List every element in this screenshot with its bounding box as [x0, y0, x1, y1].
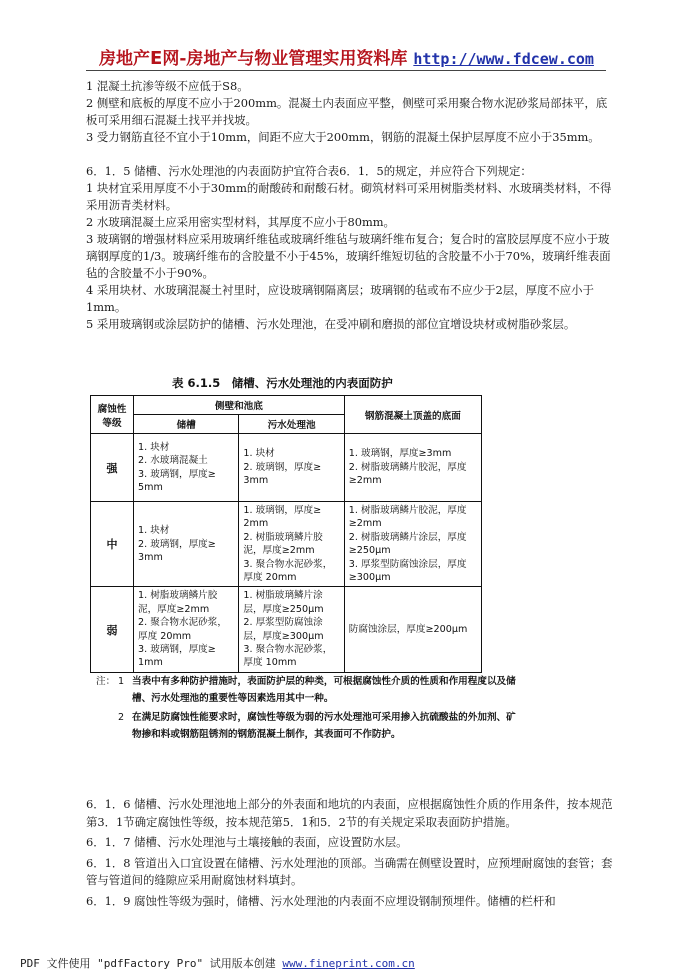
- cover-cell: 1. 玻璃钢，厚度≥3mm 2. 树脂玻璃鳞片胶泥，厚度 ≥2mm: [344, 434, 481, 502]
- footer-link[interactable]: www.fineprint.com.cn: [282, 957, 415, 970]
- intro-item: 3 受力钢筋直径不宜小于10mm，间距不应大于200mm，钢筋的混凝土保护层厚度不应小于35mm。: [86, 130, 600, 144]
- note-text: 在满足防腐蚀性能要求时，腐蚀性等级为弱的污水处理池可采用掺入抗硫酸盐的外加剂、矿物掺和料或钢筋阻锈剂的钢筋混凝土制作，其表面可不作防护。: [132, 712, 516, 740]
- section-paragraph: 6．1．6 储槽、污水处理池地上部分的外表面和地坑的内表面，应根据腐蚀性介质的作用条件，按本规范第3．1节确定腐蚀性等级，按本规范第5．1和5．2节的有关规定采取表面防护措施。: [86, 797, 613, 829]
- intro-item: 2 侧壁和底板的厚度不应小于200mm。混凝土内表面应平整，侧壁可采用聚合物水泥砂浆局部抹平，底板可采用细石混凝土找平并找坡。: [86, 96, 608, 127]
- tank-cell: 1. 树脂玻璃鳞片胶 泥，厚度≥2mm 2. 聚合物水泥砂浆， 厚度 20mm 3. 玻璃钢，厚度≥ 1mm: [134, 587, 239, 672]
- section-paragraph: 6．1．9 腐蚀性等级为强时，储槽、污水处理池的内表面不应埋设钢制预埋件。储槽的栏杆和: [86, 893, 556, 908]
- brand-prefix: 房地产: [99, 49, 151, 69]
- level-cell: 强: [91, 434, 134, 502]
- site-url-link[interactable]: http://www.fdcew.com: [413, 50, 594, 68]
- pool-cell: 1. 块材 2. 玻璃钢，厚度≥ 3mm: [239, 434, 344, 502]
- header-corrosion-level: 腐蚀性 等级: [91, 396, 134, 434]
- pool-cell: 1. 玻璃钢，厚度≥ 2mm 2. 树脂玻璃鳞片胶 泥，厚度≥2mm 3. 聚合物水泥砂浆， 厚度 20mm: [239, 502, 344, 587]
- header-cover: 钢筋混凝土顶盖的底面: [344, 396, 481, 434]
- section-lead: 6．1．5 储槽、污水处理池的内表面防护宜符合表6．1．5的规定，并应符合下列规定：: [86, 164, 532, 178]
- section-paragraph: 6．1．8 管道出入口宜设置在储槽、污水处理池的顶部。当确需在侧壁设置时，应预埋耐腐蚀的套管；套管与管道间的缝隙应采用耐腐蚀材料填封。: [86, 855, 613, 888]
- cover-cell: 1. 树脂玻璃鳞片胶泥，厚度 ≥2mm 2. 树脂玻璃鳞片涂层，厚度 ≥250μm 3. 厚浆型防腐蚀涂层，厚度 ≥300μm: [344, 502, 481, 587]
- tank-cell: 1. 块材 2. 玻璃钢，厚度≥ 3mm: [134, 502, 239, 587]
- table-header-row: [91, 396, 482, 415]
- site-header: [0, 44, 693, 69]
- section-after: [86, 796, 614, 911]
- table-row: [91, 587, 482, 672]
- intro-items: [86, 78, 614, 146]
- section-item: 1 块材宜采用厚度不小于30mm的耐酸砖和耐酸石材。砌筑材料可采用树脂类材料、水玻璃类材料，不得采用沥青类材料。: [86, 181, 612, 212]
- table-note: [96, 709, 516, 743]
- intro-item: 1 混凝土抗渗等级不应低于S8。: [86, 79, 249, 93]
- table-row: [91, 434, 482, 502]
- pdf-footer: [20, 955, 415, 971]
- section-6-1-5: [86, 163, 614, 333]
- level-cell: 中: [91, 502, 134, 587]
- level-cell: 弱: [91, 587, 134, 672]
- brand-suffix: 网-房地产与物业管理实用资料库: [162, 49, 408, 69]
- header-pool: 污水处理池: [239, 415, 344, 434]
- note-text: 当表中有多种防护措施时，表面防护层的种类，可根据腐蚀性介质的性质和作用程度以及储槽、污水处理池的重要性等因素选用其中一种。: [132, 676, 516, 704]
- table-notes: [96, 673, 516, 745]
- header-wall-floor: 侧壁和池底: [134, 396, 345, 415]
- header-tank: 储槽: [134, 415, 239, 434]
- section-item: 2 水玻璃混凝土应采用密实型材料，其厚度不应小于80mm。: [86, 215, 395, 229]
- section-paragraph: 6．1．7 储槽、污水处理池与土壤接触的表面，应设置防水层。: [86, 835, 408, 850]
- table-note: [96, 673, 516, 707]
- note-number: 1: [118, 676, 125, 687]
- cover-cell: 防腐蚀涂层，厚度≥200μm: [344, 587, 481, 672]
- brand-e: E: [150, 48, 163, 69]
- table-row: [91, 502, 482, 587]
- note-number: 2: [118, 712, 125, 723]
- header-divider: [86, 70, 606, 71]
- notes-label: 注：: [96, 676, 116, 687]
- section-item: 5 采用玻璃钢或涂层防护的储槽、污水处理池，在受冲刷和磨损的部位宜增设块材或树脂砂浆层。: [86, 317, 576, 331]
- section-item: 4 采用块材、水玻璃混凝土衬里时，应设玻璃钢隔离层；玻璃钢的毡或布不应少于2层，厚度不应小于1mm。: [86, 283, 594, 314]
- pool-cell: 1. 树脂玻璃鳞片涂 层，厚度≥250μm 2. 厚浆型防腐蚀涂 层，厚度≥300μm 3. 聚合物水泥砂浆， 厚度 10mm: [239, 587, 344, 672]
- tank-cell: 1. 块材 2. 水玻璃混凝土 3. 玻璃钢，厚度≥ 5mm: [134, 434, 239, 502]
- footer-text: PDF 文件使用 "pdfFactory Pro" 试用版本创建: [20, 957, 283, 970]
- section-item: 3 玻璃钢的增强材料应采用玻璃纤维毡或玻璃纤维毡与玻璃纤维布复合；复合时的富胶层厚度不应小于玻璃钢厚度的1/3。玻璃纤维布的含胶量不小于45%，玻璃纤维短切毡的含胶量不小于70%，玻璃纤维表面毡的含胶量不小于90%。: [86, 232, 611, 280]
- protection-table: [90, 395, 482, 673]
- table-caption: 表 6.1.5 储槽、污水处理池的内表面防护: [172, 376, 393, 390]
